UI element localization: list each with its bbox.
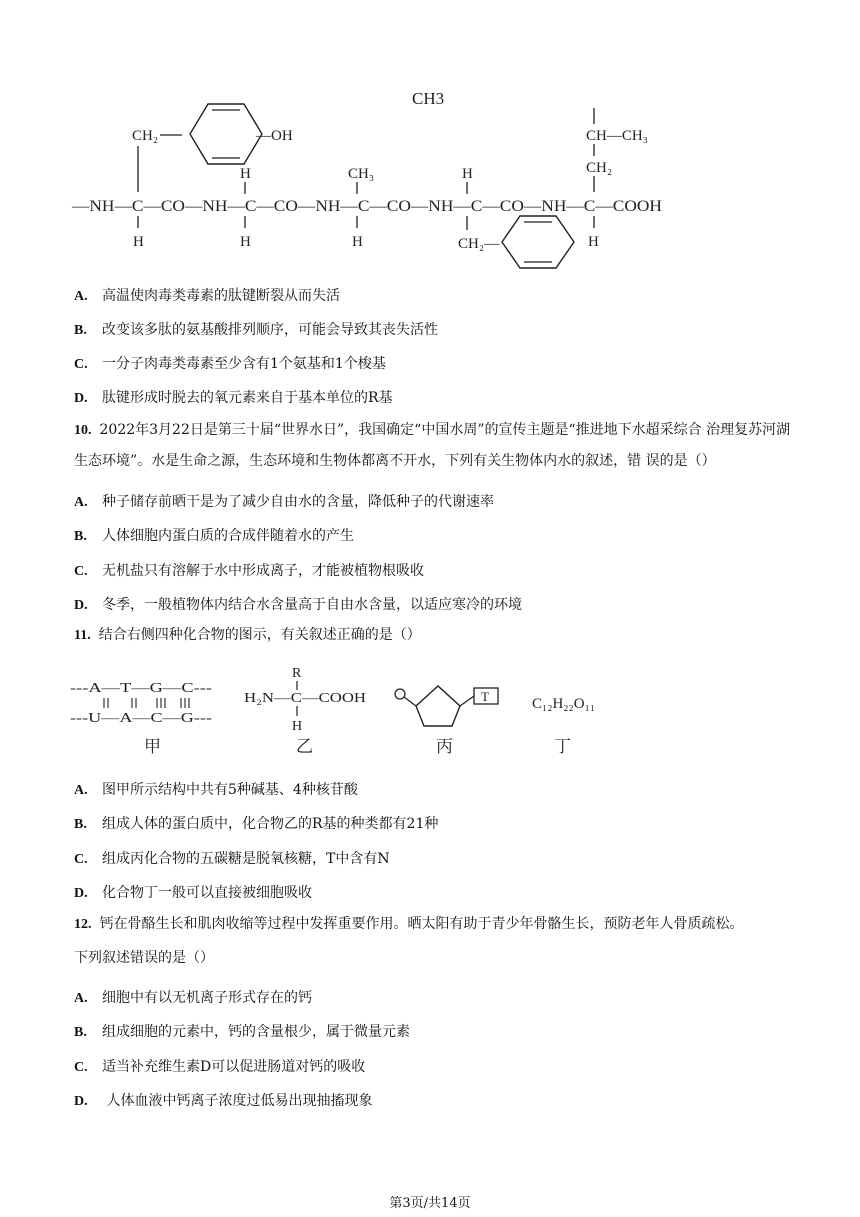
label-jia: 甲 bbox=[144, 737, 161, 756]
q11-option-d: D. 化合物丁一般可以直接被细胞吸收 bbox=[74, 885, 312, 901]
h-top-4: H bbox=[462, 166, 473, 182]
tyr-ch2: CH₂ bbox=[132, 128, 159, 144]
q11-option-c: C. 组成丙化合物的五碳糖是脱氧核糖，T中含有N bbox=[74, 851, 390, 867]
h-bottom-1: H bbox=[133, 234, 144, 250]
benzene-ring-tyr bbox=[190, 104, 262, 164]
rna-strand-row: ---U—A—C—G--- bbox=[70, 711, 213, 726]
amino-acid-r: R bbox=[292, 666, 302, 681]
q9-option-d: D. 肽键形成时脱去的氧元素来自于基本单位的R基 bbox=[74, 390, 393, 406]
q12-option-d: D. 人体血液中钙离子浓度过低易出现抽搐现象 bbox=[74, 1093, 373, 1109]
pentose-ring bbox=[416, 686, 460, 726]
q9-option-b: B. 改变该多肽的氨基酸排列顺序，可能会导致其丧失活性 bbox=[74, 322, 438, 338]
q10-option-d: D. 冬季，一般植物体内结合水含量高于自由水含量，以适应寒冷的环境 bbox=[74, 597, 522, 613]
dna-strand-row: ---A—T—G—C--- bbox=[70, 681, 213, 696]
phosphate-circle bbox=[395, 689, 405, 699]
q12-option-c: C. 适当补充维生素D可以促进肠道对钙的吸收 bbox=[74, 1059, 366, 1075]
label-bing: 丙 bbox=[436, 737, 453, 756]
h-bottom-5: H bbox=[588, 234, 599, 250]
amino-acid-formula: H₂N—C—COOH bbox=[244, 691, 366, 706]
peptide-backbone: —NH—C—CO—NH—C—CO—NH—C—CO—NH—C—CO—NH—C—COOH bbox=[70, 198, 662, 215]
q10-option-b: B. 人体细胞内蛋白质的合成伴随着水的产生 bbox=[74, 528, 354, 544]
leu-ch-ch3: CH—CH₃ bbox=[586, 128, 648, 144]
sucrose-formula: C₁₂H₂₂O₁₁ bbox=[532, 696, 596, 712]
h-bottom-2: H bbox=[240, 234, 251, 250]
q9-option-c: C. 一分子肉毒类毒素至少含有1个氨基和1个梭基 bbox=[74, 356, 386, 372]
peptide-structure-diagram bbox=[60, 80, 700, 275]
q11-stem: 11. 结合右侧四种化合物的图示，有关叙述正确的是（） bbox=[74, 627, 421, 643]
leu-ch2: CH₂ bbox=[586, 160, 613, 176]
page-number-footer: 第3页/共14页 bbox=[389, 1196, 471, 1211]
h-bottom-3: H bbox=[352, 234, 363, 250]
q12-stem: 12. 钙在骨酪生长和肌肉收缩等过程中发挥重要作用。晒太阳有助于青少年骨骼生长，预防老年人骨质疏松。 bbox=[74, 916, 744, 932]
label-yi: 乙 bbox=[296, 737, 313, 756]
benzene-ring-phe bbox=[502, 216, 574, 268]
q12-option-b: B. 组成细胞的元素中，钙的含量根少，属于微量元素 bbox=[74, 1024, 410, 1040]
q11-option-b: B. 组成人体的蛋白质中，化合物乙的R基的种类都有21种 bbox=[74, 816, 439, 832]
q12-stem-line2: 下列叙述错误的是（） bbox=[74, 950, 214, 966]
label-ding: 丁 bbox=[554, 737, 571, 756]
base-t: T bbox=[481, 689, 489, 704]
q10-option-a: A. 种子储存前晒干是为了减少自由水的含量，降低种子的代谢速率 bbox=[74, 494, 494, 510]
amino-acid-h: H bbox=[292, 719, 303, 734]
tyr-oh: —OH bbox=[256, 128, 293, 144]
q12-option-a: A. 细胞中有以无机离子形式存在的钙 bbox=[74, 990, 312, 1006]
compounds-figure bbox=[70, 660, 630, 760]
ala-ch3: CH₃ bbox=[348, 166, 375, 182]
q10-option-c: C. 无机盐只有溶解于水中形成离子，才能被植物根吸收 bbox=[74, 563, 424, 579]
q9-option-a: A. 高温使肉毒类毒素的肽键断裂从而失活 bbox=[74, 288, 340, 304]
q11-option-a: A. 图甲所示结构中共有5种碱基、4种核苷酸 bbox=[74, 782, 358, 798]
ch3-top-label: CH3 bbox=[412, 89, 445, 108]
q10-stem: 10. 2022年3月22日是第三十届“世界水日”，我国确定“中国水周”的宣传主题是“推进地下水超采综合 治理复苏河湖生态环境”。水是生命之源，生态环境和生物体都离不开水，下列有关生物体内水的叙述，错 误的是（） bbox=[74, 422, 791, 469]
h-top-2: H bbox=[240, 166, 251, 182]
phe-ch2: CH₂— bbox=[458, 236, 500, 252]
